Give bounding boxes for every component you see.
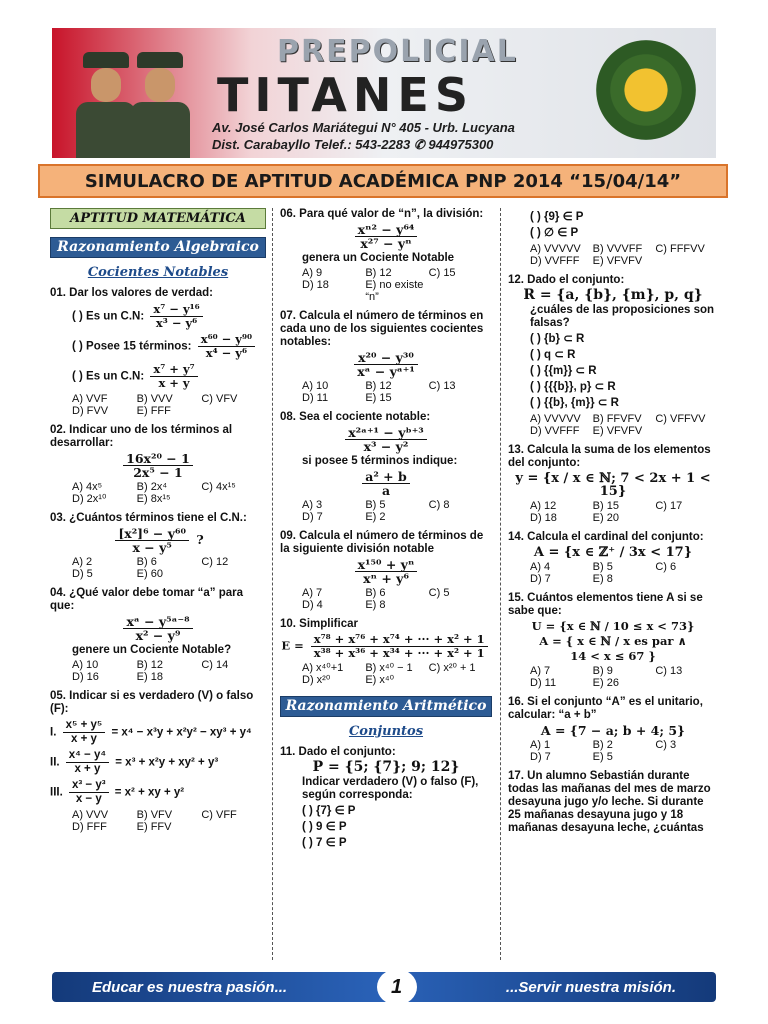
subsection-heading: Razonamiento Aritmético [280, 696, 492, 717]
question-11: 11. Dado el conjunto: [280, 746, 396, 758]
question-09: 09. Calcula el número de términos de la siguiente división notable [280, 530, 484, 555]
options-01: A) VVF B) VVV C) VFV D) FVV E) FFF [72, 393, 238, 417]
question-08: 08. Sea el cociente notable: [280, 411, 431, 423]
options-05: A) VVV B) VFV C) VFF D) FFF E) FFV [72, 809, 237, 833]
question-15: 15. Cuántos elementos tiene A si se sabe que: [508, 592, 703, 617]
column-2: 06. Para qué valor de “n”, la división: $\frac{\text{xⁿ² − y⁶⁴}}{\text{x²⁷ − yⁿ}}$ genera un Cociente Notable A) 9 B) 12 C) 15 D) 18 E) no existe “n” 07. Calcula el número de términos en cada uno de los siguientes cocientes notables: $\frac{\text{x²⁰ − y³⁰}}{\text{xᵃ − yᵃ⁺¹}}$ A) 10 B) 12 C) 13 D) 11 E) 15 08. Sea el cociente notable: $\frac{\text{x²ᵃ⁺¹ − yᵇ⁺³}}{\text{x³ − y²}}$ si posee 5 términos indique: $\frac{\text{a² + b}}{a}$ A) 3 B) 5 C) 8 D) 7 E) 2 09. Calcula el número de términos de la siguiente división notable $\frac{\text{x¹⁵⁰ + yⁿ}}{\text{xⁿ + y⁶}}$ A) 7 B) 6 C) 5 D) 4 E) 8 10. Simplificar E = $\frac{\text{x⁷⁸ + x⁷⁶ + x⁷⁴ + ··· + x² + 1}}{\text{x³⁸ + x³⁶ + x³⁴ + ··· + x² + 1}}$ A) x⁴⁰+1 B) x⁴⁰ − 1 C) x²⁰ + 1 D) x²⁰ E) x⁴⁰ Razonamiento Aritmético Conjuntos 11. Dado el conjunto: P = {5; {7}; 9; 12} Indicar verdadero (V) o falso (F), según corresponda: ( ) {7} ∈ P ( ) 9 ∈ P ( ) 7 ∈ P [280, 208, 492, 853]
question-04: 04. ¿Qué valor debe tomar “a” para que: [50, 587, 244, 612]
exam-title: SIMULACRO DE APTITUD ACADÉMICA PNP 2014 “15/04/14” [38, 164, 728, 198]
options-15: A) 7 B) 9 C) 13 D) 11 E) 26 [530, 665, 683, 689]
options-09: A) 7 B) 6 C) 5 D) 4 E) 8 [302, 587, 450, 611]
officer-female-image [130, 52, 190, 158]
question-06: 06. Para qué valor de “n”, la división: [280, 208, 484, 220]
question-02: 02. Indicar uno de los términos al desarrollar: [50, 424, 233, 449]
question-17: 17. Un alumno Sebastián durante todas las mañanas del mes de marzo desayuna jugo y/o leche. Si durante 25 mañanas desayuna jugo y 18 mañanas desayuna leche, ¿cuántas [508, 770, 711, 834]
options-04: A) 10 B) 12 C) 14 D) 16 E) 18 [72, 659, 229, 683]
options-13: A) 12 B) 15 C) 17 D) 18 E) 20 [530, 500, 683, 524]
question-07: 07. Calcula el número de términos en cada uno de los siguientes cocientes notables: [280, 310, 484, 348]
options-06: A) 9 B) 12 C) 15 D) 18 E) no existe “n” [302, 267, 456, 303]
header-address: Av. José Carlos Mariátegui N° 405 - Urb. Lucyana [212, 120, 515, 135]
question-05: 05. Indicar si es verdadero (V) o falso (F): [50, 690, 254, 715]
topic-heading: Conjuntos [348, 724, 424, 739]
question-12: 12. Dado el conjunto: [508, 274, 625, 286]
options-07: A) 10 B) 12 C) 13 D) 11 E) 15 [302, 380, 456, 404]
options-12: A) VVVVV B) FFVFV C) VFFVV D) VVFFF E) VFVFV [530, 413, 706, 437]
question-01: 01. Dar los valores de verdad: [50, 287, 213, 299]
footer-slogan-left: Educar es nuestra pasión... [92, 978, 288, 996]
options-16: A) 1 B) 2 C) 3 D) 7 E) 5 [530, 739, 677, 763]
column-3: ( ) {9} ∈ P ( ) ∅ ∈ P A) VVVVV B) VVVFF C) FFFVV D) VVFFF E) VFVFV 12. Dado el conjunto: R = {a, {b}, {m}, p, q} ¿cuáles de las proposiciones son falsas? ( ) {b} ⊂ R ( ) q ⊂ R ( ) {{m}} ⊂ R ( ) {{{b}}, p} ⊂ R ( ) {{b}, {m}} ⊂ R A) VVVVV B) FFVFV C) VFFVV D) VVFFF E) VFVFV 13. Calcula la suma de los elementos del conjunto: y = {x / x ∈ ℕ; 7 < 2x + 1 < 15} A) 12 B) 15 C) 17 D) 18 E) 20 14. Calcula el cardinal del conjunto: A = {x ∈ ℤ⁺ / 3x < 17} A) 4 B) 5 C) 6 D) 7 E) 8 15. Cuántos elementos tiene A si se sabe que: U = {x ∈ ℕ / 10 ≤ x < 73} A = { x ∈ ℕ / x es par ∧ 14 < x ≤ 67 } A) 7 B) 9 C) 13 D) 11 E) 26 16. Si el conjunto “A” es el unitario, calcular: “a + b” A = {7 − a; b + 4; 5} A) 1 B) 2 C) 3 D) 7 E) 5 17. Un alumno Sebastián durante todas las mañanas del mes de marzo desayuna jugo y/o leche. Si durante 25 mañanas desayuna jugo y 18 mañanas desayuna leche, ¿cuántas [508, 208, 718, 837]
question-16: 16. Si el conjunto “A” es el unitario, calcular: “a + b” [508, 696, 703, 721]
question-10: 10. Simplificar [280, 618, 358, 630]
officer-male-image [76, 52, 136, 158]
footer-banner [52, 972, 716, 1002]
column-1: APTITUD MATEMÁTICA Razonamiento Algebraico Cocientes Notables 01. Dar los valores de verdad: ( ) Es un C.N: $\frac{\text{x⁷ − y¹⁶}}{\text{x³ − y⁶}}$ ( ) Posee 15 términos: $\frac{\text{x⁶⁰ − y⁹⁰}}{\text{x⁴ − y⁶}}$ ( ) Es un C.N: $\frac{\text{x⁷ + y⁷}}{x + y}$ A) VVF B) VVV C) VFV D) FVV E) FFF 02. Indicar uno de los términos al desarrollar: $\frac{\text{16x²⁰ − 1}}{\text{2x⁵ − 1}}$ A) 4x⁵ B) 2x⁴ C) 4x¹⁵ D) 2x¹⁰ E) 8x¹⁵ 03. ¿Cuántos términos tiene el C.N.: $\frac{\text{[x²]⁶ − y⁶⁰}}{\text{x − y⁵}}$ ? A) 2 B) 6 C) 12 D) 5 E) 60 04. ¿Qué valor debe tomar “a” para que: $\frac{\text{xᵃ − y⁵ᵃ⁻⁸}}{\text{x² − y⁹}}$ genere un Cociente Notable? A) 10 B) 12 C) 14 D) 16 E) 18 05. Indicar si es verdadero (V) o falso (F): I. $\frac{\text{x⁵ + y⁵}}{x + y}$ = x⁴ − x³y + x²y² − xy³ + y⁴ II. $\frac{\text{x⁴ − y⁴}}{x + y}$ = x³ + x²y + xy² + y³ III. $\frac{\text{x³ − y³}}{x - y}$ = x² + xy + y² A) VVV B) VFV C) VFF D) FFF E) FFV [50, 208, 266, 840]
question-13: 13. Calcula la suma de los elementos del conjunto: [508, 444, 711, 469]
header-title-prepolicial: PREPOLICIAL [277, 34, 518, 69]
options-03: A) 2 B) 6 C) 12 D) 5 E) 60 [72, 556, 229, 580]
options-14: A) 4 B) 5 C) 6 D) 7 E) 8 [530, 561, 677, 585]
topic-heading: Cocientes Notables [87, 265, 229, 280]
emblem-logo [596, 40, 696, 140]
footer-slogan-right: ...Servir nuestra misión. [505, 978, 676, 996]
header-phone: Dist. Carabayllo Telef.: 543-2283 ✆ 944975300 [212, 137, 494, 152]
question-03: 03. ¿Cuántos términos tiene el C.N.: [50, 512, 247, 524]
subsection-heading: Razonamiento Algebraico [50, 237, 266, 258]
header-title-titanes: TITANES [217, 68, 474, 122]
options-08: A) 3 B) 5 C) 8 D) 7 E) 2 [302, 499, 450, 523]
section-heading: APTITUD MATEMÁTICA [50, 208, 266, 229]
page-number: 1 [377, 969, 417, 1005]
question-14: 14. Calcula el cardinal del conjunto: [508, 531, 704, 543]
column-divider [272, 208, 273, 960]
column-divider [500, 208, 501, 960]
options-10: A) x⁴⁰+1 B) x⁴⁰ − 1 C) x²⁰ + 1 D) x²⁰ E) x⁴⁰ [302, 662, 476, 686]
options-02: A) 4x⁵ B) 2x⁴ C) 4x¹⁵ D) 2x¹⁰ E) 8x¹⁵ [72, 481, 236, 505]
header-banner [52, 28, 716, 158]
options-11: A) VVVVV B) VVVFF C) FFFVV D) VVFFF E) VFVFV [530, 243, 705, 267]
